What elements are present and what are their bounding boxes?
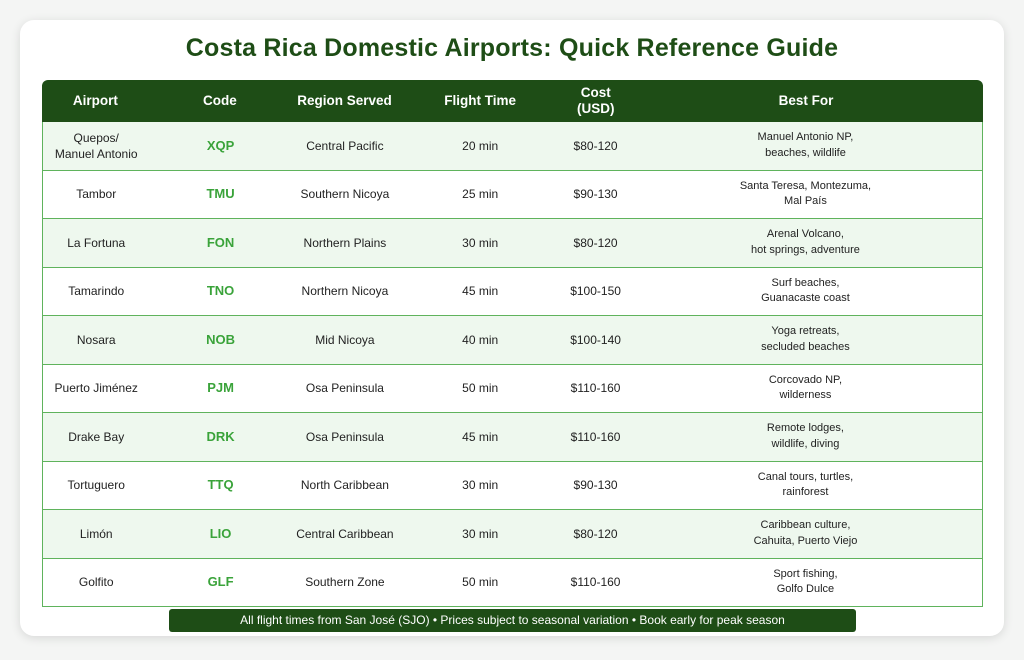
table-row [43,219,982,268]
cell-flight-time: 50 min [462,575,499,590]
cell-airport [43,526,149,542]
cell-cost: $90-130 [573,478,618,493]
best-for-line2: rainforest [782,486,829,499]
cell-code: GLF [207,574,234,590]
column-header-code: Code [203,93,237,108]
cell-flight-time: 45 min [462,284,499,299]
table-row [43,316,982,365]
cell-region: Southern Nicoya [300,187,390,202]
cell-flight-time: 25 min [462,187,499,202]
cell-flight-time: 30 min [462,235,499,250]
cell-best-for [629,470,982,501]
cell-region: Mid Nicoya [315,332,375,347]
cell-code: FON [206,234,235,250]
cell-best-for [629,227,982,258]
airports-table [42,80,983,607]
cell-airport [43,186,149,202]
cell-code: TMU [206,186,235,202]
cell-airport [43,130,149,162]
best-for-line2: beaches, wildlife [765,146,846,159]
best-for-line2: Golfo Dulce [776,583,835,596]
best-for-line2: wildlife, diving [771,437,840,450]
table-header [42,80,983,122]
best-for-line2: hot springs, adventure [751,243,860,256]
airport-name: La Fortuna [67,235,126,250]
cell-airport [43,380,149,396]
table-row [43,171,982,220]
best-for-line1: Santa Teresa, Montezuma, [739,179,872,192]
table-row [43,462,982,511]
cell-region: Osa Peninsula [305,381,384,396]
best-for-line1: Manuel Antonio NP, [757,131,854,144]
best-for-line1: Yoga retreats, [771,325,840,338]
table-row [43,365,982,414]
column-header-flight-time: Flight Time [444,93,516,108]
cell-code: NOB [206,331,235,347]
best-for-line2: wilderness [779,389,832,402]
cell-best-for [629,179,982,210]
column-header-region: Region Served [297,93,392,108]
airport-name: Drake Bay [68,429,125,444]
airport-name: Nosara [76,332,116,347]
cell-cost: $90-130 [573,187,618,202]
best-for-line1: Corcovado NP, [768,373,843,386]
cell-airport [43,477,149,493]
table-row [43,510,982,559]
cell-code: TTQ [207,477,234,493]
cell-cost: $110-160 [570,429,621,444]
cell-code: LIO [209,525,232,541]
cell-flight-time: 20 min [462,138,499,153]
cell-code: TNO [206,283,235,299]
cell-airport [43,283,149,299]
best-for-line1: Canal tours, turtles, [757,470,854,483]
cell-flight-time: 50 min [462,381,499,396]
table-body [42,122,983,607]
best-for-line1: Caribbean culture, [760,519,851,532]
cell-code: DRK [206,428,235,444]
cell-best-for [629,421,982,452]
cell-cost: $110-160 [570,381,621,396]
airport-name: Tortuguero [67,478,125,493]
cell-flight-time: 30 min [462,526,499,541]
cell-cost: $80-120 [573,526,618,541]
best-for-line2: secluded beaches [761,340,850,353]
best-for-line1: Arenal Volcano, [766,228,844,241]
cell-region: Southern Zone [305,575,385,590]
cell-cost: $80-120 [573,235,618,250]
cell-best-for [629,276,982,307]
column-header-best-for: Best For [778,93,834,108]
cell-cost: $100-140 [570,332,621,347]
cell-airport [43,235,149,251]
page-title: Costa Rica Domestic Airports: Quick Reference Guide [185,34,839,62]
best-for-line2: Cahuita, Puerto Viejo [753,534,858,547]
table-row [43,413,982,462]
table-row [43,122,982,171]
cell-best-for [629,518,982,549]
airport-name: Tamarindo [68,284,125,299]
best-for-line2: Guanacaste coast [761,292,850,305]
cell-best-for [629,324,982,355]
cell-region: Central Pacific [306,138,384,153]
cell-flight-time: 30 min [462,478,499,493]
best-for-line1: Surf beaches, [771,276,840,289]
cell-code: XQP [206,137,235,153]
cell-cost: $80-120 [573,138,618,153]
airport-name-line2: Manuel Antonio [54,146,138,161]
cell-region: Central Caribbean [296,526,394,541]
airport-name: Tambor [76,187,117,202]
column-header-cost: Cost (USD) [576,85,615,116]
airport-name: Golfito [78,575,114,590]
cell-cost: $110-160 [570,575,621,590]
table-row [43,268,982,317]
cell-flight-time: 40 min [462,332,499,347]
column-header-airport: Airport [72,93,118,108]
best-for-line1: Sport fishing, [773,567,838,580]
table-row [43,559,982,607]
reference-card [20,20,1004,636]
cell-best-for [629,373,982,404]
cell-best-for [629,567,982,598]
cell-best-for [629,130,982,161]
footer-note: All flight times from San José (SJO) • Prices subject to seasonal variation • Book early for peak season [169,609,856,632]
best-for-line1: Remote lodges, [766,422,844,435]
airport-name: Puerto Jiménez [54,381,138,396]
airport-name: Limón [79,526,113,541]
cell-region: North Caribbean [300,478,389,493]
cell-flight-time: 45 min [462,429,499,444]
cell-region: Northern Plains [303,235,387,250]
cell-cost: $100-150 [570,284,621,299]
airport-name: Quepos/ [73,130,119,145]
cell-region: Northern Nicoya [301,284,389,299]
cell-airport [43,429,149,445]
best-for-line2: Mal País [784,195,827,208]
cell-code: PJM [207,380,234,396]
cell-airport [43,332,149,348]
cell-airport [43,574,149,590]
cell-region: Osa Peninsula [305,429,384,444]
